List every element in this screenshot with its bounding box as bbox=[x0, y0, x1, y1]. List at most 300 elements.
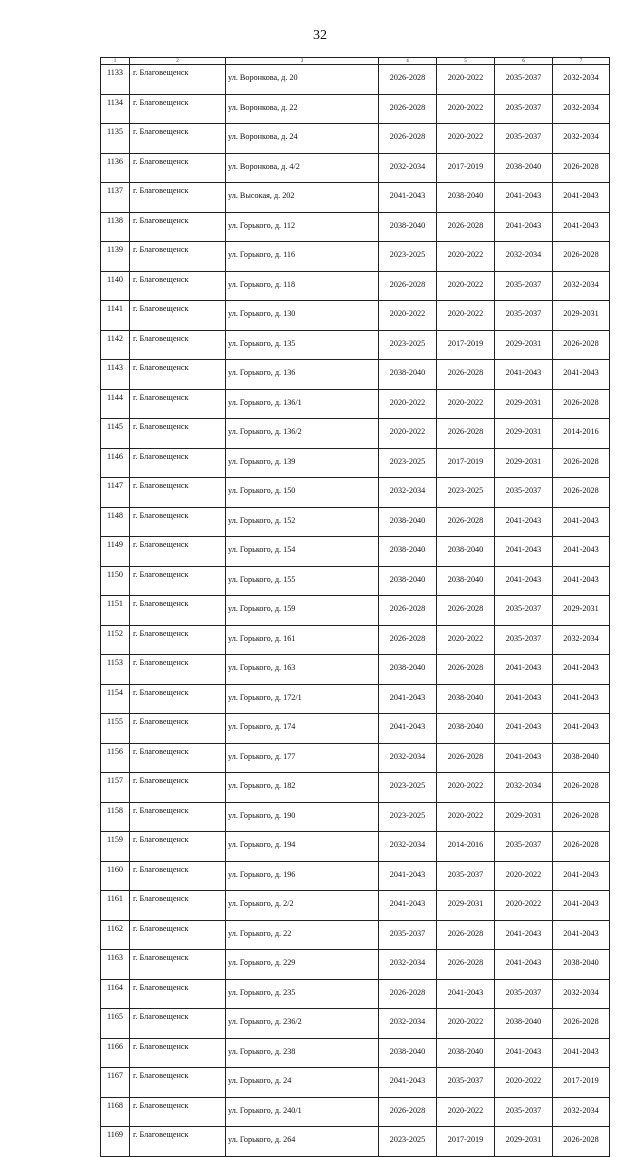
city-cell: г. Благовещенск bbox=[130, 743, 226, 773]
period-cell-5: 2026-2028 bbox=[437, 360, 495, 390]
period-cell-6: 2041-2043 bbox=[495, 743, 553, 773]
period-cell-5: 2020-2022 bbox=[437, 271, 495, 301]
period-cell-4: 2023-2025 bbox=[379, 773, 437, 803]
period-cell-7: 2029-2031 bbox=[553, 301, 610, 331]
period-cell-5: 2020-2022 bbox=[437, 802, 495, 832]
period-cell-4: 2032-2034 bbox=[379, 743, 437, 773]
table-row bbox=[101, 979, 610, 1009]
city-cell: г. Благовещенск bbox=[130, 419, 226, 449]
address-cell: ул. Горького, д. 154 bbox=[226, 537, 379, 567]
table-row bbox=[101, 861, 610, 891]
address-cell: ул. Горького, д. 136/1 bbox=[226, 389, 379, 419]
address-cell: ул. Горького, д. 112 bbox=[226, 212, 379, 242]
period-cell-6: 2035-2037 bbox=[495, 1097, 553, 1127]
period-cell-6: 2035-2037 bbox=[495, 301, 553, 331]
period-cell-5: 2017-2019 bbox=[437, 448, 495, 478]
table-row bbox=[101, 183, 610, 213]
period-cell-5: 2020-2022 bbox=[437, 625, 495, 655]
period-cell-7: 2026-2028 bbox=[553, 448, 610, 478]
period-cell-5: 2023-2025 bbox=[437, 478, 495, 508]
address-cell: ул. Горького, д. 135 bbox=[226, 330, 379, 360]
period-cell-5: 2020-2022 bbox=[437, 1009, 495, 1039]
address-cell: ул. Горького, д. 22 bbox=[226, 920, 379, 950]
table-row bbox=[101, 212, 610, 242]
table-row bbox=[101, 478, 610, 508]
period-cell-7: 2026-2028 bbox=[553, 1127, 610, 1157]
table-row bbox=[101, 1038, 610, 1068]
city-cell: г. Благовещенск bbox=[130, 478, 226, 508]
period-cell-5: 2038-2040 bbox=[437, 714, 495, 744]
period-cell-5: 2029-2031 bbox=[437, 891, 495, 921]
page-number: 32 bbox=[313, 28, 327, 43]
row-number: 1145 bbox=[101, 419, 130, 449]
period-cell-6: 2035-2037 bbox=[495, 596, 553, 626]
table-row bbox=[101, 507, 610, 537]
table-row bbox=[101, 743, 610, 773]
city-cell: г. Благовещенск bbox=[130, 920, 226, 950]
table-row bbox=[101, 271, 610, 301]
period-cell-7: 2038-2040 bbox=[553, 743, 610, 773]
city-cell: г. Благовещенск bbox=[130, 124, 226, 154]
address-cell: ул. Горького, д. 2/2 bbox=[226, 891, 379, 921]
city-cell: г. Благовещенск bbox=[130, 271, 226, 301]
column-number: 2 bbox=[130, 58, 226, 65]
period-cell-4: 2020-2022 bbox=[379, 389, 437, 419]
period-cell-7: 2041-2043 bbox=[553, 183, 610, 213]
period-cell-6: 2035-2037 bbox=[495, 832, 553, 862]
table-row bbox=[101, 330, 610, 360]
address-cell: ул. Горького, д. 238 bbox=[226, 1038, 379, 1068]
period-cell-5: 2026-2028 bbox=[437, 743, 495, 773]
row-number: 1149 bbox=[101, 537, 130, 567]
address-cell: ул. Воронкова, д. 4/2 bbox=[226, 153, 379, 183]
city-cell: г. Благовещенск bbox=[130, 153, 226, 183]
period-cell-5: 2026-2028 bbox=[437, 655, 495, 685]
period-cell-6: 2029-2031 bbox=[495, 448, 553, 478]
period-cell-7: 2041-2043 bbox=[553, 360, 610, 390]
period-cell-7: 2032-2034 bbox=[553, 979, 610, 1009]
period-cell-7: 2032-2034 bbox=[553, 625, 610, 655]
city-cell: г. Благовещенск bbox=[130, 950, 226, 980]
city-cell: г. Благовещенск bbox=[130, 625, 226, 655]
row-number: 1140 bbox=[101, 271, 130, 301]
row-number: 1167 bbox=[101, 1068, 130, 1098]
period-cell-5: 2020-2022 bbox=[437, 1097, 495, 1127]
table-row bbox=[101, 625, 610, 655]
period-cell-4: 2026-2028 bbox=[379, 625, 437, 655]
address-cell: ул. Горького, д. 177 bbox=[226, 743, 379, 773]
period-cell-5: 2038-2040 bbox=[437, 566, 495, 596]
period-cell-4: 2041-2043 bbox=[379, 861, 437, 891]
row-number: 1137 bbox=[101, 183, 130, 213]
address-cell: ул. Горького, д. 235 bbox=[226, 979, 379, 1009]
period-cell-4: 2032-2034 bbox=[379, 832, 437, 862]
period-cell-7: 2032-2034 bbox=[553, 271, 610, 301]
table-row bbox=[101, 65, 610, 95]
city-cell: г. Благовещенск bbox=[130, 389, 226, 419]
address-cell: ул. Горького, д. 194 bbox=[226, 832, 379, 862]
address-cell: ул. Горького, д. 229 bbox=[226, 950, 379, 980]
period-cell-6: 2029-2031 bbox=[495, 802, 553, 832]
address-cell: ул. Горького, д. 161 bbox=[226, 625, 379, 655]
table-row bbox=[101, 950, 610, 980]
period-cell-5: 2020-2022 bbox=[437, 301, 495, 331]
period-cell-4: 2020-2022 bbox=[379, 419, 437, 449]
city-cell: г. Благовещенск bbox=[130, 684, 226, 714]
row-number: 1143 bbox=[101, 360, 130, 390]
period-cell-6: 2041-2043 bbox=[495, 684, 553, 714]
period-cell-6: 2041-2043 bbox=[495, 1038, 553, 1068]
period-cell-6: 2035-2037 bbox=[495, 124, 553, 154]
city-cell: г. Благовещенск bbox=[130, 861, 226, 891]
city-cell: г. Благовещенск bbox=[130, 596, 226, 626]
period-cell-6: 2035-2037 bbox=[495, 625, 553, 655]
city-cell: г. Благовещенск bbox=[130, 507, 226, 537]
period-cell-4: 2041-2043 bbox=[379, 1068, 437, 1098]
address-cell: ул. Горького, д. 118 bbox=[226, 271, 379, 301]
period-cell-5: 2020-2022 bbox=[437, 65, 495, 95]
period-cell-6: 2035-2037 bbox=[495, 478, 553, 508]
period-cell-6: 2041-2043 bbox=[495, 507, 553, 537]
address-cell: ул. Горького, д. 264 bbox=[226, 1127, 379, 1157]
period-cell-7: 2032-2034 bbox=[553, 94, 610, 124]
period-cell-4: 2038-2040 bbox=[379, 360, 437, 390]
period-cell-5: 2017-2019 bbox=[437, 330, 495, 360]
table-row bbox=[101, 419, 610, 449]
table-row bbox=[101, 153, 610, 183]
address-cell: ул. Горького, д. 150 bbox=[226, 478, 379, 508]
period-cell-4: 2032-2034 bbox=[379, 153, 437, 183]
period-cell-7: 2026-2028 bbox=[553, 389, 610, 419]
period-cell-4: 2041-2043 bbox=[379, 684, 437, 714]
period-cell-7: 2041-2043 bbox=[553, 212, 610, 242]
address-cell: ул. Горького, д. 190 bbox=[226, 802, 379, 832]
period-cell-7: 2041-2043 bbox=[553, 891, 610, 921]
period-cell-4: 2026-2028 bbox=[379, 1097, 437, 1127]
period-cell-6: 2029-2031 bbox=[495, 1127, 553, 1157]
row-number: 1165 bbox=[101, 1009, 130, 1039]
period-cell-6: 2035-2037 bbox=[495, 271, 553, 301]
city-cell: г. Благовещенск bbox=[130, 1009, 226, 1039]
period-cell-4: 2032-2034 bbox=[379, 950, 437, 980]
period-cell-6: 2041-2043 bbox=[495, 360, 553, 390]
row-number: 1163 bbox=[101, 950, 130, 980]
period-cell-6: 2041-2043 bbox=[495, 183, 553, 213]
row-number: 1150 bbox=[101, 566, 130, 596]
row-number: 1139 bbox=[101, 242, 130, 272]
row-number: 1155 bbox=[101, 714, 130, 744]
period-cell-5: 2026-2028 bbox=[437, 419, 495, 449]
period-cell-6: 2041-2043 bbox=[495, 212, 553, 242]
column-number: 4 bbox=[379, 58, 437, 65]
period-cell-6: 2041-2043 bbox=[495, 566, 553, 596]
row-number: 1148 bbox=[101, 507, 130, 537]
city-cell: г. Благовещенск bbox=[130, 183, 226, 213]
period-cell-6: 2032-2034 bbox=[495, 773, 553, 803]
row-number: 1141 bbox=[101, 301, 130, 331]
address-cell: ул. Высокая, д. 202 bbox=[226, 183, 379, 213]
table-row bbox=[101, 1127, 610, 1157]
table-row bbox=[101, 94, 610, 124]
period-cell-5: 2038-2040 bbox=[437, 1038, 495, 1068]
address-cell: ул. Горького, д. 182 bbox=[226, 773, 379, 803]
period-cell-6: 2041-2043 bbox=[495, 655, 553, 685]
period-cell-6: 2035-2037 bbox=[495, 94, 553, 124]
period-cell-7: 2041-2043 bbox=[553, 507, 610, 537]
city-cell: г. Благовещенск bbox=[130, 1127, 226, 1157]
row-number: 1153 bbox=[101, 655, 130, 685]
table-row bbox=[101, 920, 610, 950]
table-row bbox=[101, 655, 610, 685]
address-cell: ул. Горького, д. 163 bbox=[226, 655, 379, 685]
row-number: 1164 bbox=[101, 979, 130, 1009]
period-cell-4: 2026-2028 bbox=[379, 94, 437, 124]
city-cell: г. Благовещенск bbox=[130, 979, 226, 1009]
period-cell-5: 2020-2022 bbox=[437, 773, 495, 803]
address-cell: ул. Горького, д. 172/1 bbox=[226, 684, 379, 714]
period-cell-4: 2032-2034 bbox=[379, 1009, 437, 1039]
period-cell-6: 2020-2022 bbox=[495, 891, 553, 921]
period-cell-6: 2041-2043 bbox=[495, 714, 553, 744]
column-number: 6 bbox=[495, 58, 553, 65]
period-cell-4: 2026-2028 bbox=[379, 124, 437, 154]
housing-register-table bbox=[100, 57, 610, 1157]
row-number: 1142 bbox=[101, 330, 130, 360]
address-cell: ул. Горького, д. 152 bbox=[226, 507, 379, 537]
table-row bbox=[101, 537, 610, 567]
city-cell: г. Благовещенск bbox=[130, 448, 226, 478]
city-cell: г. Благовещенск bbox=[130, 537, 226, 567]
city-cell: г. Благовещенск bbox=[130, 94, 226, 124]
period-cell-4: 2020-2022 bbox=[379, 301, 437, 331]
period-cell-5: 2020-2022 bbox=[437, 389, 495, 419]
period-cell-4: 2023-2025 bbox=[379, 242, 437, 272]
city-cell: г. Благовещенск bbox=[130, 832, 226, 862]
city-cell: г. Благовещенск bbox=[130, 714, 226, 744]
address-cell: ул. Горького, д. 159 bbox=[226, 596, 379, 626]
period-cell-7: 2032-2034 bbox=[553, 65, 610, 95]
period-cell-5: 2038-2040 bbox=[437, 183, 495, 213]
period-cell-5: 2026-2028 bbox=[437, 212, 495, 242]
row-number: 1161 bbox=[101, 891, 130, 921]
period-cell-4: 2023-2025 bbox=[379, 330, 437, 360]
period-cell-5: 2038-2040 bbox=[437, 537, 495, 567]
row-number: 1157 bbox=[101, 773, 130, 803]
period-cell-4: 2032-2034 bbox=[379, 478, 437, 508]
period-cell-6: 2041-2043 bbox=[495, 537, 553, 567]
period-cell-5: 2020-2022 bbox=[437, 242, 495, 272]
row-number: 1136 bbox=[101, 153, 130, 183]
table-row bbox=[101, 596, 610, 626]
table-row bbox=[101, 124, 610, 154]
row-number: 1154 bbox=[101, 684, 130, 714]
period-cell-7: 2026-2028 bbox=[553, 242, 610, 272]
period-cell-6: 2029-2031 bbox=[495, 330, 553, 360]
period-cell-7: 2026-2028 bbox=[553, 330, 610, 360]
period-cell-4: 2041-2043 bbox=[379, 183, 437, 213]
period-cell-6: 2038-2040 bbox=[495, 1009, 553, 1039]
row-number: 1133 bbox=[101, 65, 130, 95]
table-row bbox=[101, 714, 610, 744]
period-cell-5: 2020-2022 bbox=[437, 124, 495, 154]
period-cell-4: 2023-2025 bbox=[379, 802, 437, 832]
table-row bbox=[101, 1097, 610, 1127]
table-row bbox=[101, 242, 610, 272]
period-cell-7: 2026-2028 bbox=[553, 832, 610, 862]
city-cell: г. Благовещенск bbox=[130, 360, 226, 390]
period-cell-4: 2038-2040 bbox=[379, 507, 437, 537]
address-cell: ул. Горького, д. 236/2 bbox=[226, 1009, 379, 1039]
period-cell-4: 2041-2043 bbox=[379, 714, 437, 744]
period-cell-4: 2026-2028 bbox=[379, 65, 437, 95]
row-number: 1152 bbox=[101, 625, 130, 655]
address-cell: ул. Горького, д. 24 bbox=[226, 1068, 379, 1098]
address-cell: ул. Горького, д. 240/1 bbox=[226, 1097, 379, 1127]
table-row bbox=[101, 773, 610, 803]
period-cell-5: 2017-2019 bbox=[437, 153, 495, 183]
period-cell-7: 2026-2028 bbox=[553, 773, 610, 803]
period-cell-7: 2026-2028 bbox=[553, 153, 610, 183]
period-cell-7: 2041-2043 bbox=[553, 537, 610, 567]
table-row bbox=[101, 389, 610, 419]
period-cell-7: 2029-2031 bbox=[553, 596, 610, 626]
address-cell: ул. Горького, д. 196 bbox=[226, 861, 379, 891]
period-cell-7: 2017-2019 bbox=[553, 1068, 610, 1098]
period-cell-4: 2023-2025 bbox=[379, 1127, 437, 1157]
city-cell: г. Благовещенск bbox=[130, 301, 226, 331]
city-cell: г. Благовещенск bbox=[130, 1038, 226, 1068]
period-cell-6: 2041-2043 bbox=[495, 950, 553, 980]
column-number: 1 bbox=[101, 58, 130, 65]
period-cell-7: 2041-2043 bbox=[553, 920, 610, 950]
period-cell-5: 2020-2022 bbox=[437, 94, 495, 124]
period-cell-7: 2032-2034 bbox=[553, 124, 610, 154]
period-cell-6: 2020-2022 bbox=[495, 861, 553, 891]
row-number: 1166 bbox=[101, 1038, 130, 1068]
period-cell-4: 2038-2040 bbox=[379, 212, 437, 242]
row-number: 1160 bbox=[101, 861, 130, 891]
period-cell-7: 2032-2034 bbox=[553, 1097, 610, 1127]
period-cell-7: 2026-2028 bbox=[553, 1009, 610, 1039]
period-cell-5: 2035-2037 bbox=[437, 861, 495, 891]
row-number: 1159 bbox=[101, 832, 130, 862]
period-cell-7: 2041-2043 bbox=[553, 566, 610, 596]
period-cell-4: 2026-2028 bbox=[379, 596, 437, 626]
period-cell-7: 2038-2040 bbox=[553, 950, 610, 980]
table-row bbox=[101, 301, 610, 331]
period-cell-5: 2026-2028 bbox=[437, 596, 495, 626]
period-cell-4: 2038-2040 bbox=[379, 655, 437, 685]
period-cell-5: 2035-2037 bbox=[437, 1068, 495, 1098]
period-cell-5: 2026-2028 bbox=[437, 920, 495, 950]
address-cell: ул. Горького, д. 130 bbox=[226, 301, 379, 331]
period-cell-4: 2035-2037 bbox=[379, 920, 437, 950]
row-number: 1138 bbox=[101, 212, 130, 242]
period-cell-4: 2026-2028 bbox=[379, 979, 437, 1009]
period-cell-4: 2026-2028 bbox=[379, 271, 437, 301]
city-cell: г. Благовещенск bbox=[130, 566, 226, 596]
period-cell-4: 2041-2043 bbox=[379, 891, 437, 921]
city-cell: г. Благовещенск bbox=[130, 242, 226, 272]
city-cell: г. Благовещенск bbox=[130, 655, 226, 685]
city-cell: г. Благовещенск bbox=[130, 802, 226, 832]
address-cell: ул. Горького, д. 116 bbox=[226, 242, 379, 272]
period-cell-7: 2041-2043 bbox=[553, 684, 610, 714]
address-cell: ул. Горького, д. 155 bbox=[226, 566, 379, 596]
period-cell-7: 2014-2016 bbox=[553, 419, 610, 449]
column-number: 3 bbox=[226, 58, 379, 65]
row-number: 1144 bbox=[101, 389, 130, 419]
row-number: 1162 bbox=[101, 920, 130, 950]
table-row bbox=[101, 802, 610, 832]
address-cell: ул. Горького, д. 136 bbox=[226, 360, 379, 390]
column-number: 5 bbox=[437, 58, 495, 65]
period-cell-5: 2026-2028 bbox=[437, 950, 495, 980]
row-number: 1156 bbox=[101, 743, 130, 773]
period-cell-6: 2035-2037 bbox=[495, 979, 553, 1009]
period-cell-4: 2038-2040 bbox=[379, 1038, 437, 1068]
row-number: 1134 bbox=[101, 94, 130, 124]
table-row bbox=[101, 566, 610, 596]
address-cell: ул. Воронкова, д. 20 bbox=[226, 65, 379, 95]
period-cell-5: 2017-2019 bbox=[437, 1127, 495, 1157]
city-cell: г. Благовещенск bbox=[130, 773, 226, 803]
period-cell-5: 2026-2028 bbox=[437, 507, 495, 537]
row-number: 1168 bbox=[101, 1097, 130, 1127]
city-cell: г. Благовещенск bbox=[130, 1097, 226, 1127]
address-cell: ул. Горького, д. 139 bbox=[226, 448, 379, 478]
city-cell: г. Благовещенск bbox=[130, 330, 226, 360]
table-row bbox=[101, 1068, 610, 1098]
table-row bbox=[101, 832, 610, 862]
period-cell-7: 2041-2043 bbox=[553, 1038, 610, 1068]
row-number: 1147 bbox=[101, 478, 130, 508]
period-cell-7: 2041-2043 bbox=[553, 655, 610, 685]
period-cell-6: 2029-2031 bbox=[495, 389, 553, 419]
address-cell: ул. Горького, д. 174 bbox=[226, 714, 379, 744]
row-number: 1135 bbox=[101, 124, 130, 154]
period-cell-5: 2038-2040 bbox=[437, 684, 495, 714]
period-cell-4: 2023-2025 bbox=[379, 448, 437, 478]
address-cell: ул. Воронкова, д. 22 bbox=[226, 94, 379, 124]
period-cell-7: 2026-2028 bbox=[553, 478, 610, 508]
city-cell: г. Благовещенск bbox=[130, 212, 226, 242]
period-cell-6: 2029-2031 bbox=[495, 419, 553, 449]
period-cell-4: 2038-2040 bbox=[379, 537, 437, 567]
period-cell-7: 2026-2028 bbox=[553, 802, 610, 832]
column-number-header-row bbox=[101, 58, 610, 65]
table-row bbox=[101, 891, 610, 921]
row-number: 1151 bbox=[101, 596, 130, 626]
row-number: 1146 bbox=[101, 448, 130, 478]
period-cell-6: 2041-2043 bbox=[495, 920, 553, 950]
period-cell-6: 2032-2034 bbox=[495, 242, 553, 272]
table-row bbox=[101, 1009, 610, 1039]
city-cell: г. Благовещенск bbox=[130, 891, 226, 921]
period-cell-6: 2038-2040 bbox=[495, 153, 553, 183]
table-row bbox=[101, 684, 610, 714]
city-cell: г. Благовещенск bbox=[130, 1068, 226, 1098]
period-cell-6: 2035-2037 bbox=[495, 65, 553, 95]
row-number: 1169 bbox=[101, 1127, 130, 1157]
address-cell: ул. Воронкова, д. 24 bbox=[226, 124, 379, 154]
city-cell: г. Благовещенск bbox=[130, 65, 226, 95]
period-cell-5: 2041-2043 bbox=[437, 979, 495, 1009]
table-row bbox=[101, 448, 610, 478]
period-cell-6: 2020-2022 bbox=[495, 1068, 553, 1098]
period-cell-5: 2014-2016 bbox=[437, 832, 495, 862]
table-row bbox=[101, 360, 610, 390]
